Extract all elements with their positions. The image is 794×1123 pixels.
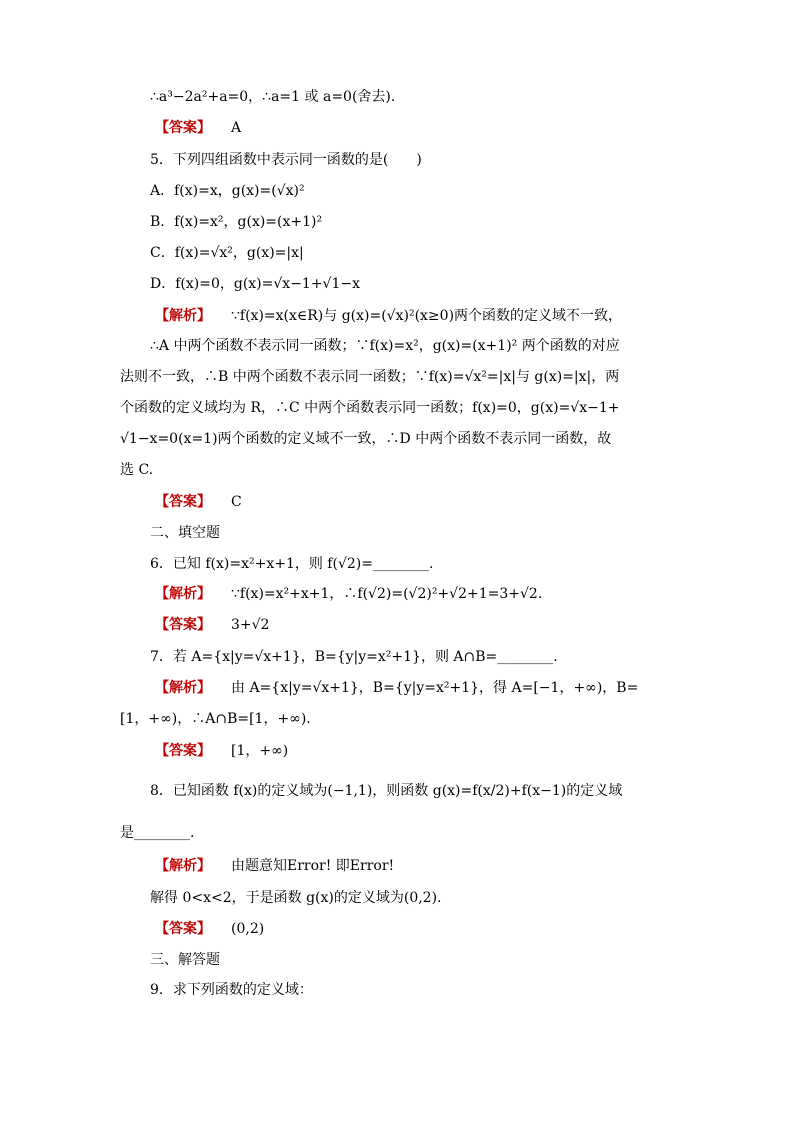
answer-label: 【答案】 — [155, 617, 211, 633]
text-line — [150, 950, 220, 970]
analysis-label: 【解析】 — [155, 586, 211, 602]
analysis-label: 【解析】 — [155, 680, 211, 696]
text-line — [150, 150, 422, 170]
line-text: 5．下列四组函数中表示同一函数的是( ) — [150, 152, 422, 168]
text-line — [150, 87, 395, 107]
answer-label: 【答案】 — [155, 120, 211, 136]
analysis-line — [155, 678, 638, 698]
line-text: 6．已知 f(x)=x²+x+1，则 f(√2)=________. — [150, 556, 434, 572]
text-line — [120, 709, 311, 729]
line-text: ∵f(x)=x²+x+1，∴f(√2)=(√2)²+√2+1=3+√2. — [231, 586, 543, 602]
analysis-line — [155, 306, 622, 326]
text-line — [150, 523, 220, 543]
line-text: (0,2) — [231, 921, 265, 937]
text-line — [120, 429, 611, 449]
text-line — [150, 647, 558, 667]
answer-label: 【答案】 — [155, 921, 211, 937]
analysis-line — [155, 584, 542, 604]
line-text: [1，+∞)，∴A∩B=[1，+∞). — [120, 711, 311, 727]
answer-label: 【答案】 — [155, 494, 211, 510]
analysis-label: 【解析】 — [155, 858, 211, 874]
answer-line — [155, 118, 241, 138]
text-line — [150, 212, 322, 232]
line-text: 由 A={x|y=√x+1}，B={y|y=x²+1}，得 A=[−1，+∞)，B= — [231, 680, 639, 696]
line-text: 二、填空题 — [150, 525, 220, 541]
text-line — [150, 980, 313, 1000]
answer-label: 【答案】 — [155, 743, 211, 759]
answer-line — [155, 492, 242, 512]
text-line — [150, 274, 360, 294]
line-text: 解得 0<x<2，于是函数 g(x)的定义域为(0,2). — [150, 890, 442, 906]
text-line — [150, 888, 442, 908]
text-line — [150, 336, 620, 356]
line-text: 8．已知函数 f(x)的定义域为(−1,1)，则函数 g(x)=f(x/2)+f(x−1)的定义域 — [150, 783, 623, 799]
line-text: 选 C. — [120, 462, 154, 478]
text-line — [150, 554, 433, 574]
line-text: [1，+∞) — [231, 743, 289, 759]
line-text: 3+√2 — [231, 617, 270, 633]
line-text: C．f(x)=√x²，g(x)=|x| — [150, 245, 304, 261]
text-line — [150, 781, 622, 801]
answer-line — [155, 741, 288, 761]
line-text: B．f(x)=x²，g(x)=(x+1)² — [150, 214, 323, 230]
line-text: 法则不一致，∴B 中两个函数不表示同一函数；∵f(x)=√x²=|x|与 g(x)=|x|，两 — [120, 369, 620, 385]
line-text: 是________. — [120, 825, 195, 841]
line-text: A — [231, 120, 242, 136]
analysis-line — [155, 856, 394, 876]
text-line — [150, 181, 305, 201]
line-text: 三、解答题 — [150, 952, 220, 968]
line-text: ∴a³−2a²+a=0，∴a=1 或 a=0(舍去). — [150, 89, 396, 105]
text-line — [120, 367, 619, 387]
text-line — [150, 243, 304, 263]
answer-line — [155, 615, 269, 635]
line-text: 由题意知Error! 即Error! — [231, 858, 395, 874]
line-text: 7．若 A={x|y=√x+1}，B={y|y=x²+1}，则 A∩B=________. — [150, 649, 558, 665]
line-text: ∵f(x)=x(x∈R)与 g(x)=(√x)²(x≥0)两个函数的定义域不一致， — [231, 308, 623, 324]
line-text: 个函数的定义域均为 R，∴C 中两个函数表示同一函数；f(x)=0，g(x)=√x−1+ — [120, 400, 620, 416]
answer-line — [155, 919, 264, 939]
analysis-label: 【解析】 — [155, 308, 211, 324]
text-line — [120, 823, 194, 843]
line-text: D．f(x)=0，g(x)=√x−1+√1−x — [150, 276, 361, 292]
line-text: ∴A 中两个函数不表示同一函数；∵f(x)=x²，g(x)=(x+1)² 两个函数的对应 — [150, 338, 620, 354]
line-text: A．f(x)=x，g(x)=(√x)² — [150, 183, 305, 199]
text-line — [120, 398, 620, 418]
line-text: C — [231, 494, 242, 510]
line-text: 9．求下列函数的定义域： — [150, 982, 313, 998]
text-line — [120, 460, 153, 480]
line-text: √1−x=0(x=1)两个函数的定义域不一致，∴D 中两个函数不表示同一函数，故 — [120, 431, 612, 447]
